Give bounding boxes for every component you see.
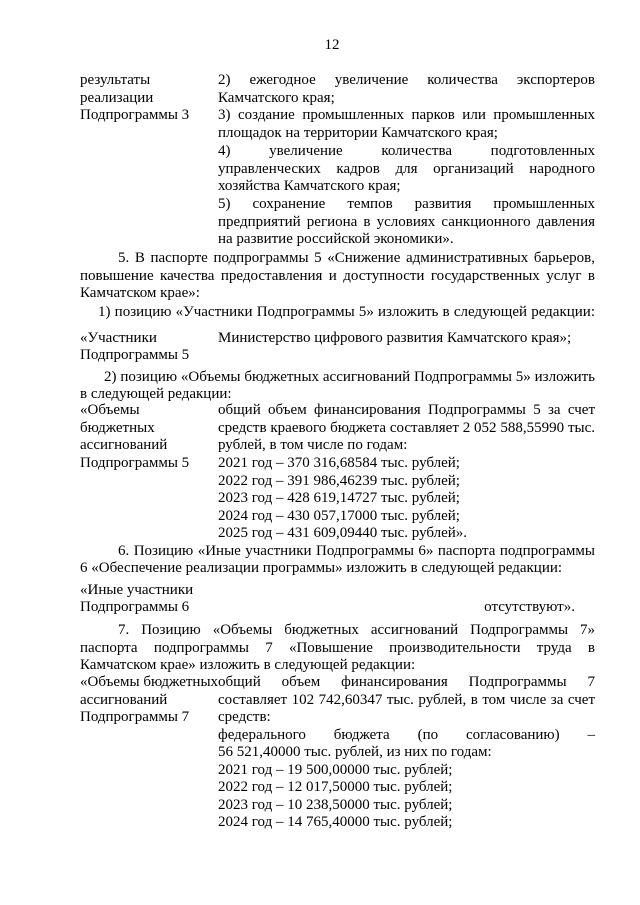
budget5-label-line-2: бюджетных — [80, 420, 155, 436]
item7-intro-line-3: Камчатском крае» изложить в следующей редакции: — [80, 657, 416, 673]
budget7-year-line-2021: 2021 год – 19 500,00000 тыс. рублей; — [218, 762, 453, 778]
results3-label-line-3: Подпрограммы 3 — [80, 107, 190, 123]
item7-intro-line-1: 7. Позицию «Объемы бюджетных ассигнований Подпрограммы 7» — [118, 622, 595, 638]
participants6-value: отсутствуют». — [484, 599, 575, 615]
budget5-year-line-2025: 2025 год – 431 609,09440 тыс. рублей». — [218, 525, 468, 541]
budget5-year-line-2021: 2021 год – 370 316,68584 тыс. рублей; — [218, 455, 460, 471]
participants6-label-line-2: Подпрограммы 6 — [80, 599, 190, 615]
results3-value-line-5: 4) увеличение количества подготовленных — [218, 143, 595, 159]
budget5-value-line-2: средств краевого бюджета составляет 2 052 588,55990 тыс. — [218, 420, 595, 436]
item6-intro-line-2: 6 «Обеспечение реализации программы» изложить в следующей редакции: — [80, 560, 563, 576]
budget7-value-line-5: 56 521,40000 тыс. рублей, из них по годам: — [218, 744, 492, 760]
budget5-year-line-2024: 2024 год – 430 057,17000 тыс. рублей; — [218, 508, 460, 524]
participants5-label-line-1: «Участники — [80, 330, 157, 346]
results3-label-line-2: реализации — [80, 90, 154, 106]
budget7-year-line-2024: 2024 год – 14 765,40000 тыс. рублей; — [218, 814, 453, 830]
item5-subitem2-line-2: в следующей редакции: — [80, 386, 232, 402]
budget5-value-line-1: общий объем финансирования Подпрограммы 5 за счет — [218, 402, 595, 418]
budget7-value-line-4: федерального бюджета (по согласованию) – — [218, 727, 595, 743]
results3-value-line-4: площадок на территории Камчатского края; — [218, 125, 498, 141]
page-number: 12 — [324, 37, 340, 53]
participants5-label-line-2: Подпрограммы 5 — [80, 347, 190, 363]
item7-intro-line-2: паспорта подпрограммы 7 «Повышение производительности труда в — [80, 640, 595, 656]
results3-value-line-1: 2) ежегодное увеличение количества экспортеров — [218, 72, 595, 88]
budget5-label-line-3: ассигнований — [80, 437, 168, 453]
budget7-value-line-3: средств: — [218, 709, 271, 725]
budget7-value-line-1: общий объем финансирования Подпрограммы 7 — [218, 674, 595, 690]
budget5-label-line-4: Подпрограммы 5 — [80, 455, 190, 471]
item6-intro-line-1: 6. Позицию «Иные участники Подпрограммы 6» паспорта подпрограммы — [118, 543, 595, 559]
results3-value-line-8: 5) сохранение темпов развития промышленных — [218, 196, 595, 212]
results3-value-line-3: 3) создание промышленных парков или промышленных — [218, 107, 595, 123]
participants6-label-line-1: «Иные участники — [80, 582, 194, 598]
results3-value-line-7: хозяйства Камчатского края; — [218, 178, 401, 194]
item5-intro-line-2: повышение качества предоставления и доступности государственных услуг в — [80, 268, 595, 284]
budget7-label-line-3: Подпрограммы 7 — [80, 709, 190, 725]
item5-intro-line-1: 5. В паспорте подпрограммы 5 «Снижение административных барьеров, — [118, 250, 595, 266]
results3-value-line-6: управленческих кадров для организаций народного — [218, 161, 595, 177]
budget7-year-line-2023: 2023 год – 10 238,50000 тыс. рублей; — [218, 797, 453, 813]
budget5-value-line-3: рублей, в том числе по годам: — [218, 437, 408, 453]
budget5-year-line-2023: 2023 год – 428 619,14727 тыс. рублей; — [218, 490, 460, 506]
item5-intro-line-3: Камчатском крае»: — [80, 285, 200, 301]
budget7-label-line-2: ассигнований — [80, 692, 168, 708]
budget5-label-line-1: «Объемы — [80, 402, 140, 418]
budget7-year-line-2022: 2022 год – 12 017,50000 тыс. рублей; — [218, 779, 453, 795]
budget7-value-line-2: составляет 102 742,60347 тыс. рублей, в том числе за счет — [218, 692, 595, 708]
item5-subitem2-line-1: 2) позицию «Объемы бюджетных ассигнований Подпрограммы 5» изложить — [104, 369, 595, 385]
results3-value-line-2: Камчатского края; — [218, 90, 335, 106]
results3-label-line-1: результаты — [80, 72, 151, 88]
participants5-value: Министерство цифрового развития Камчатского края»; — [218, 330, 572, 346]
budget7-label-line-1: «Объемы бюджетных — [80, 674, 219, 690]
results3-value-line-10: на развитие российской экономики». — [218, 231, 454, 247]
item5-subitem1: 1) позицию «Участники Подпрограммы 5» изложить в следующей редакции: — [98, 304, 595, 320]
budget5-year-line-2022: 2022 год – 391 986,46239 тыс. рублей; — [218, 473, 460, 489]
results3-value-line-9: предприятий региона в условиях санкционного давления — [218, 214, 595, 230]
